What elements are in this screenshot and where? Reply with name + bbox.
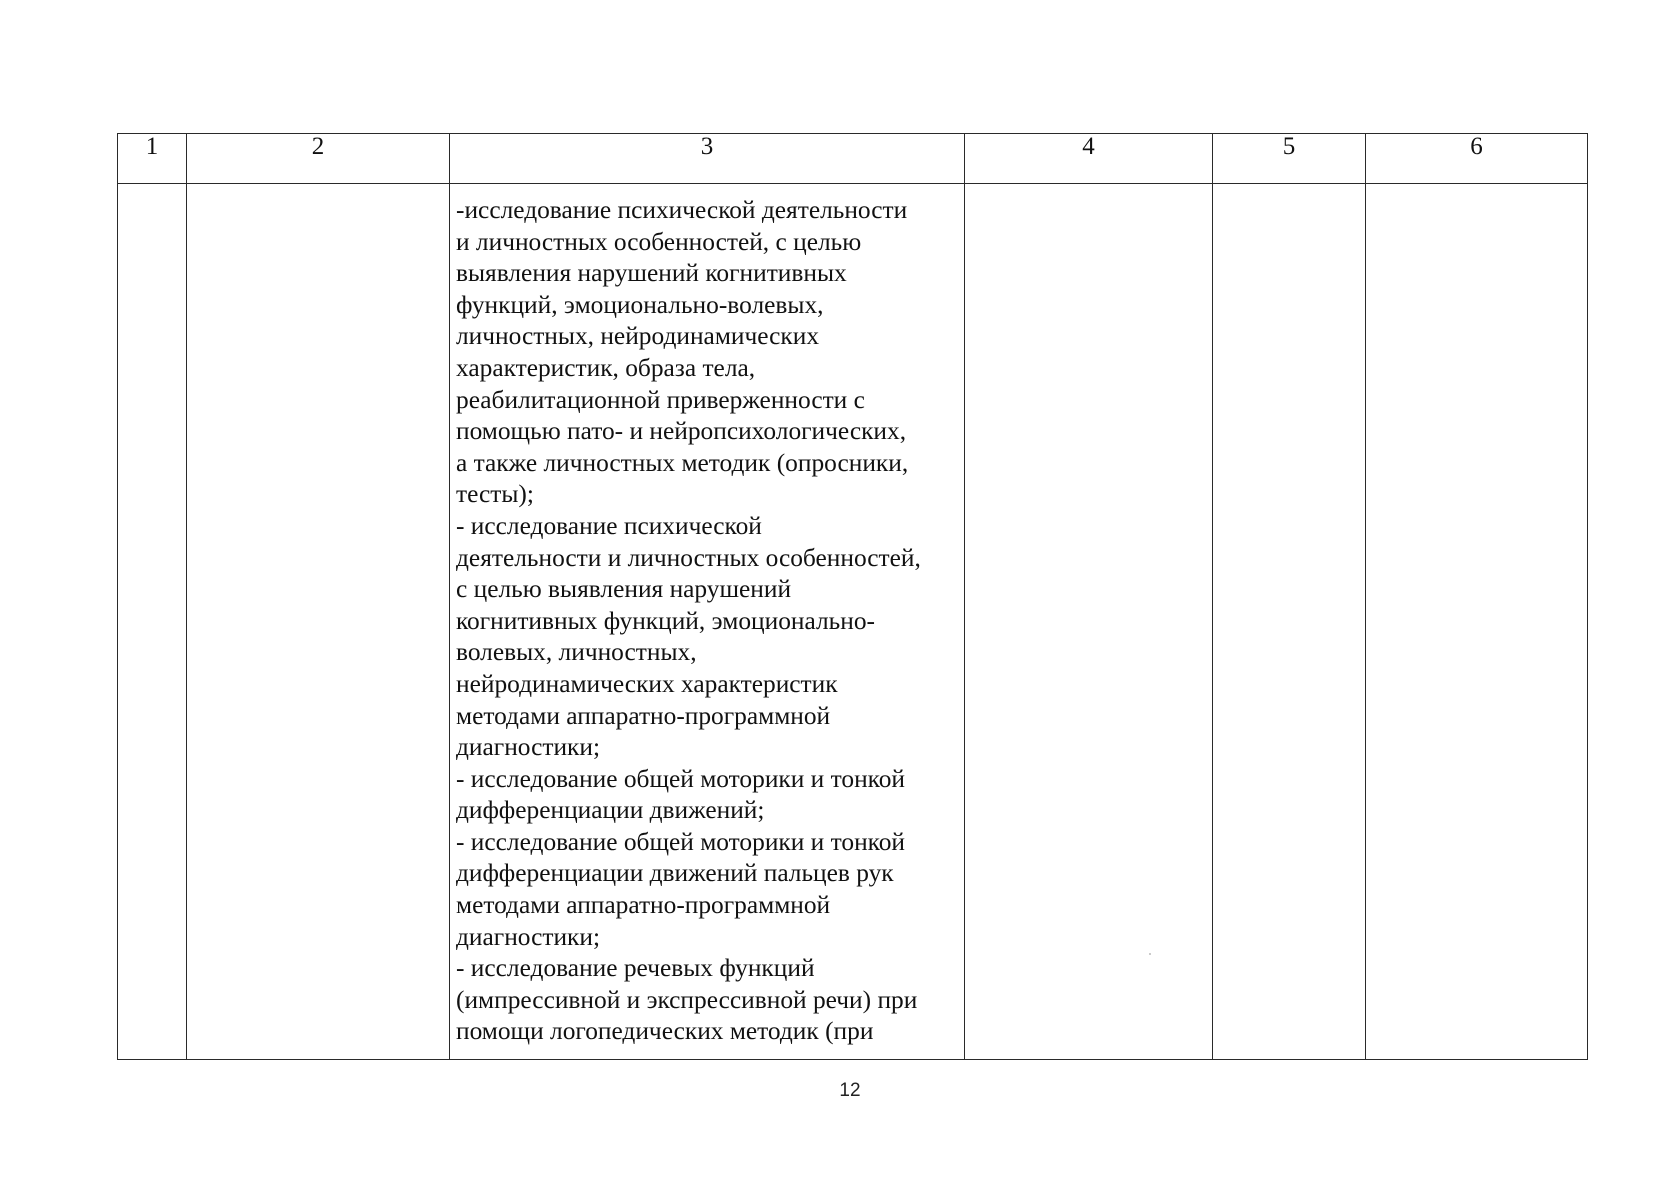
column-header-2: 2 <box>187 134 450 184</box>
document-table <box>117 133 1588 1060</box>
table-row <box>118 184 1588 1060</box>
activity-description-text: -исследование психической деятельности и личностных особенностей, с целью выявления нарушений когнитивных функций, эмоционально-волевых, личностных, нейродинамических характеристик, образа тела, реабилитационной приверженности с помощью пато- и нейропсихологических, а также личностных методик (опросники, тесты); - исследование психической деятельности и личностных особенностей, с целью выявления нарушений когнитивных функций, эмоционально- волевых, личностных, нейродинамических характеристик методами аппаратно-программной диагностики; - исследование общей моторики и тонкой дифференциации движений; - исследование общей моторики и тонкой дифференциации движений пальцев рук методами аппаратно-программной диагностики; - исследование речевых функций (импрессивной и экспрессивной речи) при помощи логопедических методик (при <box>456 196 921 1046</box>
column-header-4: 4 <box>965 134 1213 184</box>
table-header-row <box>118 134 1588 184</box>
column-header-1: 1 <box>118 134 187 184</box>
cell-col-1 <box>118 184 187 1060</box>
page-number: 12 <box>839 1080 861 1101</box>
cell-col-2 <box>187 184 450 1060</box>
cell-col-5 <box>1213 184 1366 1060</box>
column-header-3: 3 <box>450 134 965 184</box>
cell-col-4 <box>965 184 1213 1060</box>
cell-col-6 <box>1366 184 1588 1060</box>
column-header-6: 6 <box>1366 134 1588 184</box>
column-header-5: 5 <box>1213 134 1366 184</box>
cell-col-3 <box>450 184 965 1060</box>
scan-speck <box>1149 953 1151 955</box>
